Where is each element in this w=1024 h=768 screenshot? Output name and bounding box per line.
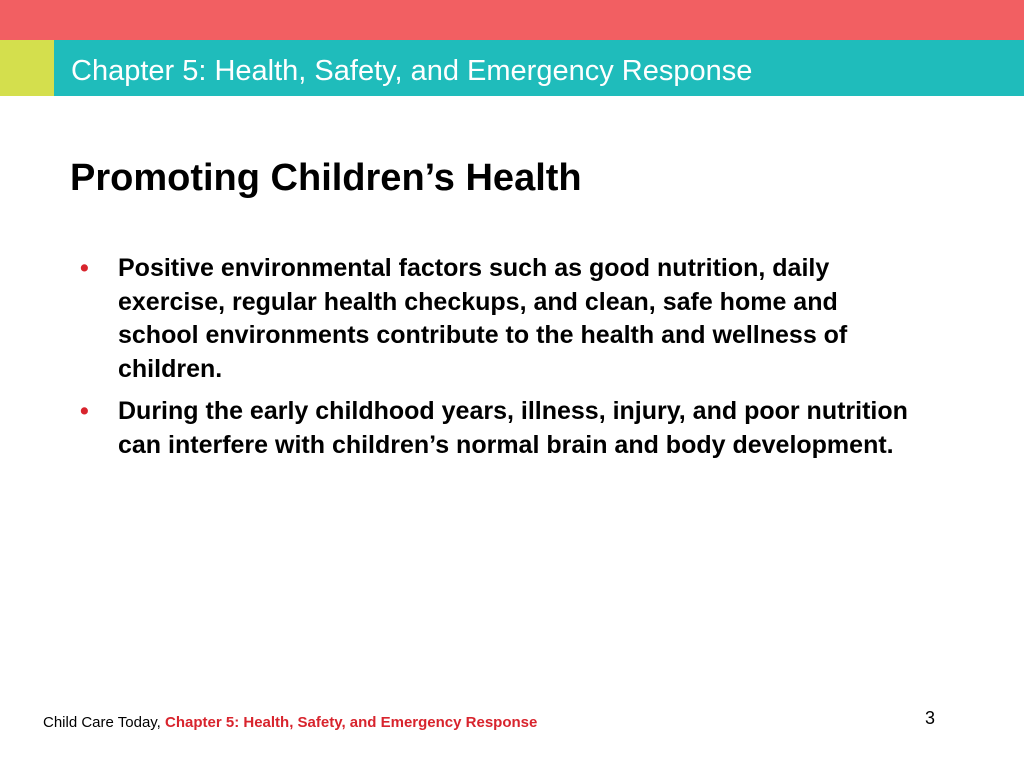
bullet-text: During the early childhood years, illness, injury, and poor nutrition can interfere with children’s normal brain and body development. — [118, 397, 908, 459]
slide-title: Promoting Children’s Health — [70, 157, 582, 199]
bullet-dot-icon: • — [80, 397, 89, 425]
footer — [43, 714, 537, 731]
page-number: 3 — [925, 708, 936, 728]
chapter-title: Chapter 5: Health, Safety, and Emergency Response — [71, 55, 753, 87]
bullet-item-nutrition-factors — [80, 252, 910, 386]
footer-chapter: Chapter 5: Health, Safety, and Emergency Response — [165, 714, 538, 731]
top-color-stripe — [0, 0, 1024, 40]
bullet-dot-icon: • — [80, 254, 89, 282]
header-accent-block — [0, 40, 54, 96]
bullet-item-early-childhood — [80, 395, 910, 462]
bullet-list — [80, 252, 910, 471]
footer-book-title: Child Care Today, — [43, 714, 161, 731]
bullet-text: Positive environmental factors such as good nutrition, daily exercise, regular health checkups, and clean, safe home and school environments contribute to the health and wellness of children. — [118, 254, 848, 383]
